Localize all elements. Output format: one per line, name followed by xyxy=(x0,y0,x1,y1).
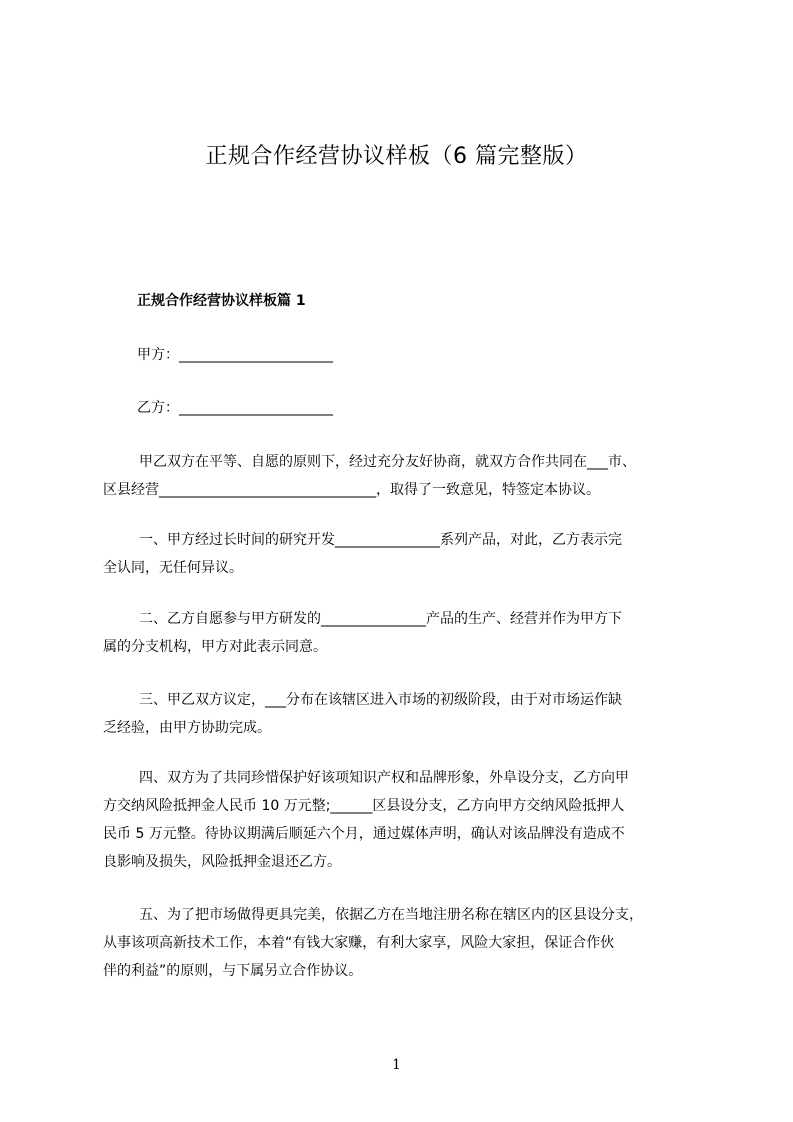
paragraph-clause-1 xyxy=(103,526,703,582)
paragraph-line: 甲乙双方在平等、自愿的原则下，经过充分友好协商，就双方合作共同在___市、 xyxy=(139,454,636,470)
paragraph-line: 属的分支机构，甲方对此表示同意。 xyxy=(103,639,327,655)
document-title: 正规合作经营协议样板（6 篇完整版） xyxy=(205,144,588,169)
paragraph-line: 四、双方为了共同珍惜保护好该项知识产权和品牌形象，外阜设分支，乙方向甲 xyxy=(139,770,629,786)
paragraph-clause-2 xyxy=(103,605,703,661)
paragraph-line: 从事该项高新技术工作，本着“有钱大家赚，有利大家享，风险大家担，保证合作伙 xyxy=(103,935,615,951)
paragraph-clause-5 xyxy=(103,901,703,985)
paragraph-clause-4 xyxy=(103,764,703,876)
paragraph-line: 五、为了把市场做得更具完美，依据乙方在当地注册名称在辖区内的区县设分支， xyxy=(139,907,643,923)
page-number: 1 xyxy=(392,1057,401,1073)
paragraph-line: 二、乙方自愿参与甲方研发的_______________产品的生产、经营并作为甲方下 xyxy=(139,611,622,627)
paragraph-line: 三、甲乙双方议定，___分布在该辖区进入市场的初级阶段，由于对市场运作缺 xyxy=(139,692,622,708)
paragraph-line: 方交纳风险抵押金人民币 10 万元整;______区县设分支，乙方向甲方交纳风险抵押人 xyxy=(103,798,625,814)
party-b-line: 乙方：______________________ xyxy=(137,400,333,416)
paragraph-line: 伴的利益”的原则，与下属另立合作协议。 xyxy=(103,963,363,979)
paragraph-line: 区县经营_______________________________，取得了一致意见，特签定本协议。 xyxy=(103,482,600,498)
paragraph-preamble xyxy=(103,448,703,504)
paragraph-line: 民币 5 万元整。待协议期满后顺延六个月，通过媒体声明，确认对该品牌没有造成不 xyxy=(103,826,625,842)
paragraph-line: 乏经验，由甲方协助完成。 xyxy=(103,720,271,736)
party-a-line: 甲方：______________________ xyxy=(137,347,333,363)
paragraph-clause-3 xyxy=(103,686,703,742)
section-heading: 正规合作经营协议样板篇 1 xyxy=(137,293,306,309)
paragraph-line: 良影响及损失，风险抵押金退还乙方。 xyxy=(103,854,341,870)
paragraph-line: 一、甲方经过长时间的研究开发_______________系列产品，对此，乙方表示完 xyxy=(139,532,622,548)
paragraph-line: 全认同，无任何异议。 xyxy=(103,560,243,576)
